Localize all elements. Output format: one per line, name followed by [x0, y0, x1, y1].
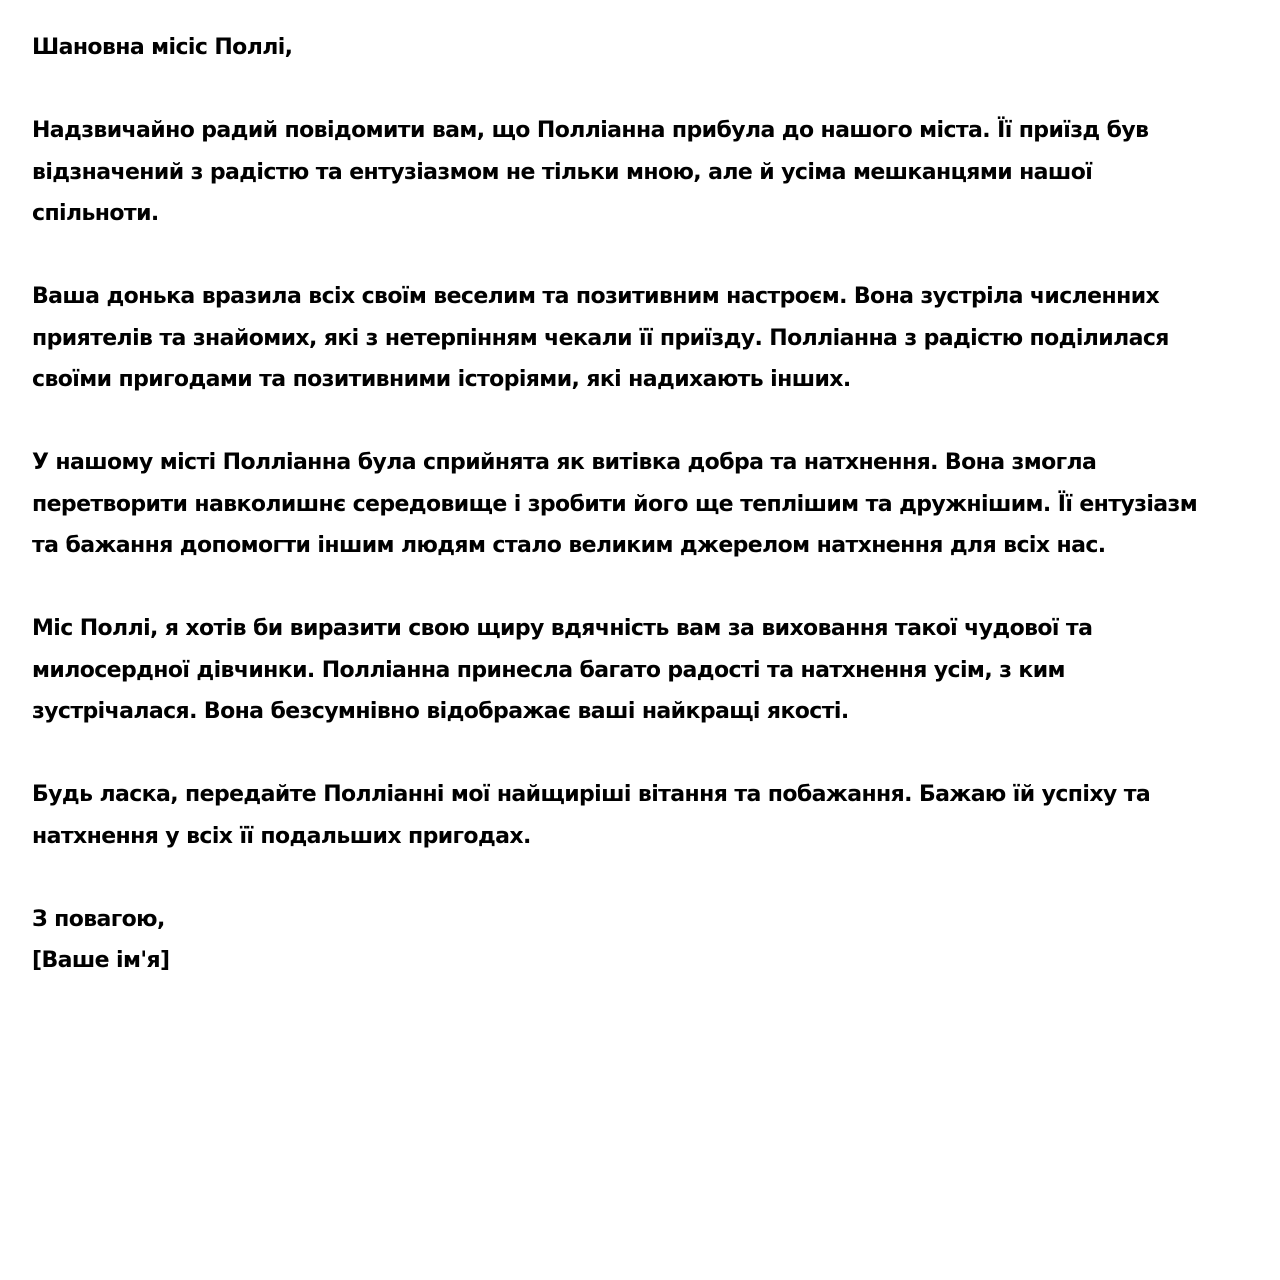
letter-paragraph-5: Будь ласка, передайте Полліанні мої найщиріші вітання та побажання. Бажаю їй успіху та натхнення у всіх її подальших пригодах. [32, 782, 1151, 849]
letter-paragraph-4: Міс Поллі, я хотів би виразити свою щиру вдячність вам за виховання такої чудової та милосердної дівчинки. Полліанна принесла багато радості та натхнення усім, з ким зустрічалася. Вона безсумнівно відображає ваші найкращі якості. [32, 616, 1093, 724]
letter-greeting: Шановна місіс Поллі, [32, 35, 293, 60]
letter-signoff [32, 899, 1212, 982]
letter-closing: З повагою, [32, 906, 165, 932]
letter-paragraph-2: Ваша донька вразила всіх своїм веселим та позитивним настроєм. Вона зустріла численних приятелів та знайомих, які з нетерпінням чекали її приїзду. Полліанна з радістю поділилася своїми пригодами та позитивними історіями, які надихають інших. [32, 284, 1169, 392]
letter-paragraph-3: У нашому місті Полліанна була сприйнята як витівка добра та натхнення. Вона змогла перетворити навколишнє середовище і зробити його ще теплішим та дружнішим. Її ентузіазм та бажання допомогти іншим людям стало великим джерелом натхнення для всіх нас. [32, 450, 1198, 558]
letter-signature: [Ваше ім'я] [32, 948, 170, 973]
letter-paragraph-1: Надзвичайно радий повідомити вам, що Полліанна прибула до нашого міста. Її приїзд був відзначений з радістю та ентузіазмом не тільки мною, але й усіма мешканцями нашої спільноти. [32, 118, 1149, 226]
letter-body [32, 27, 1212, 982]
